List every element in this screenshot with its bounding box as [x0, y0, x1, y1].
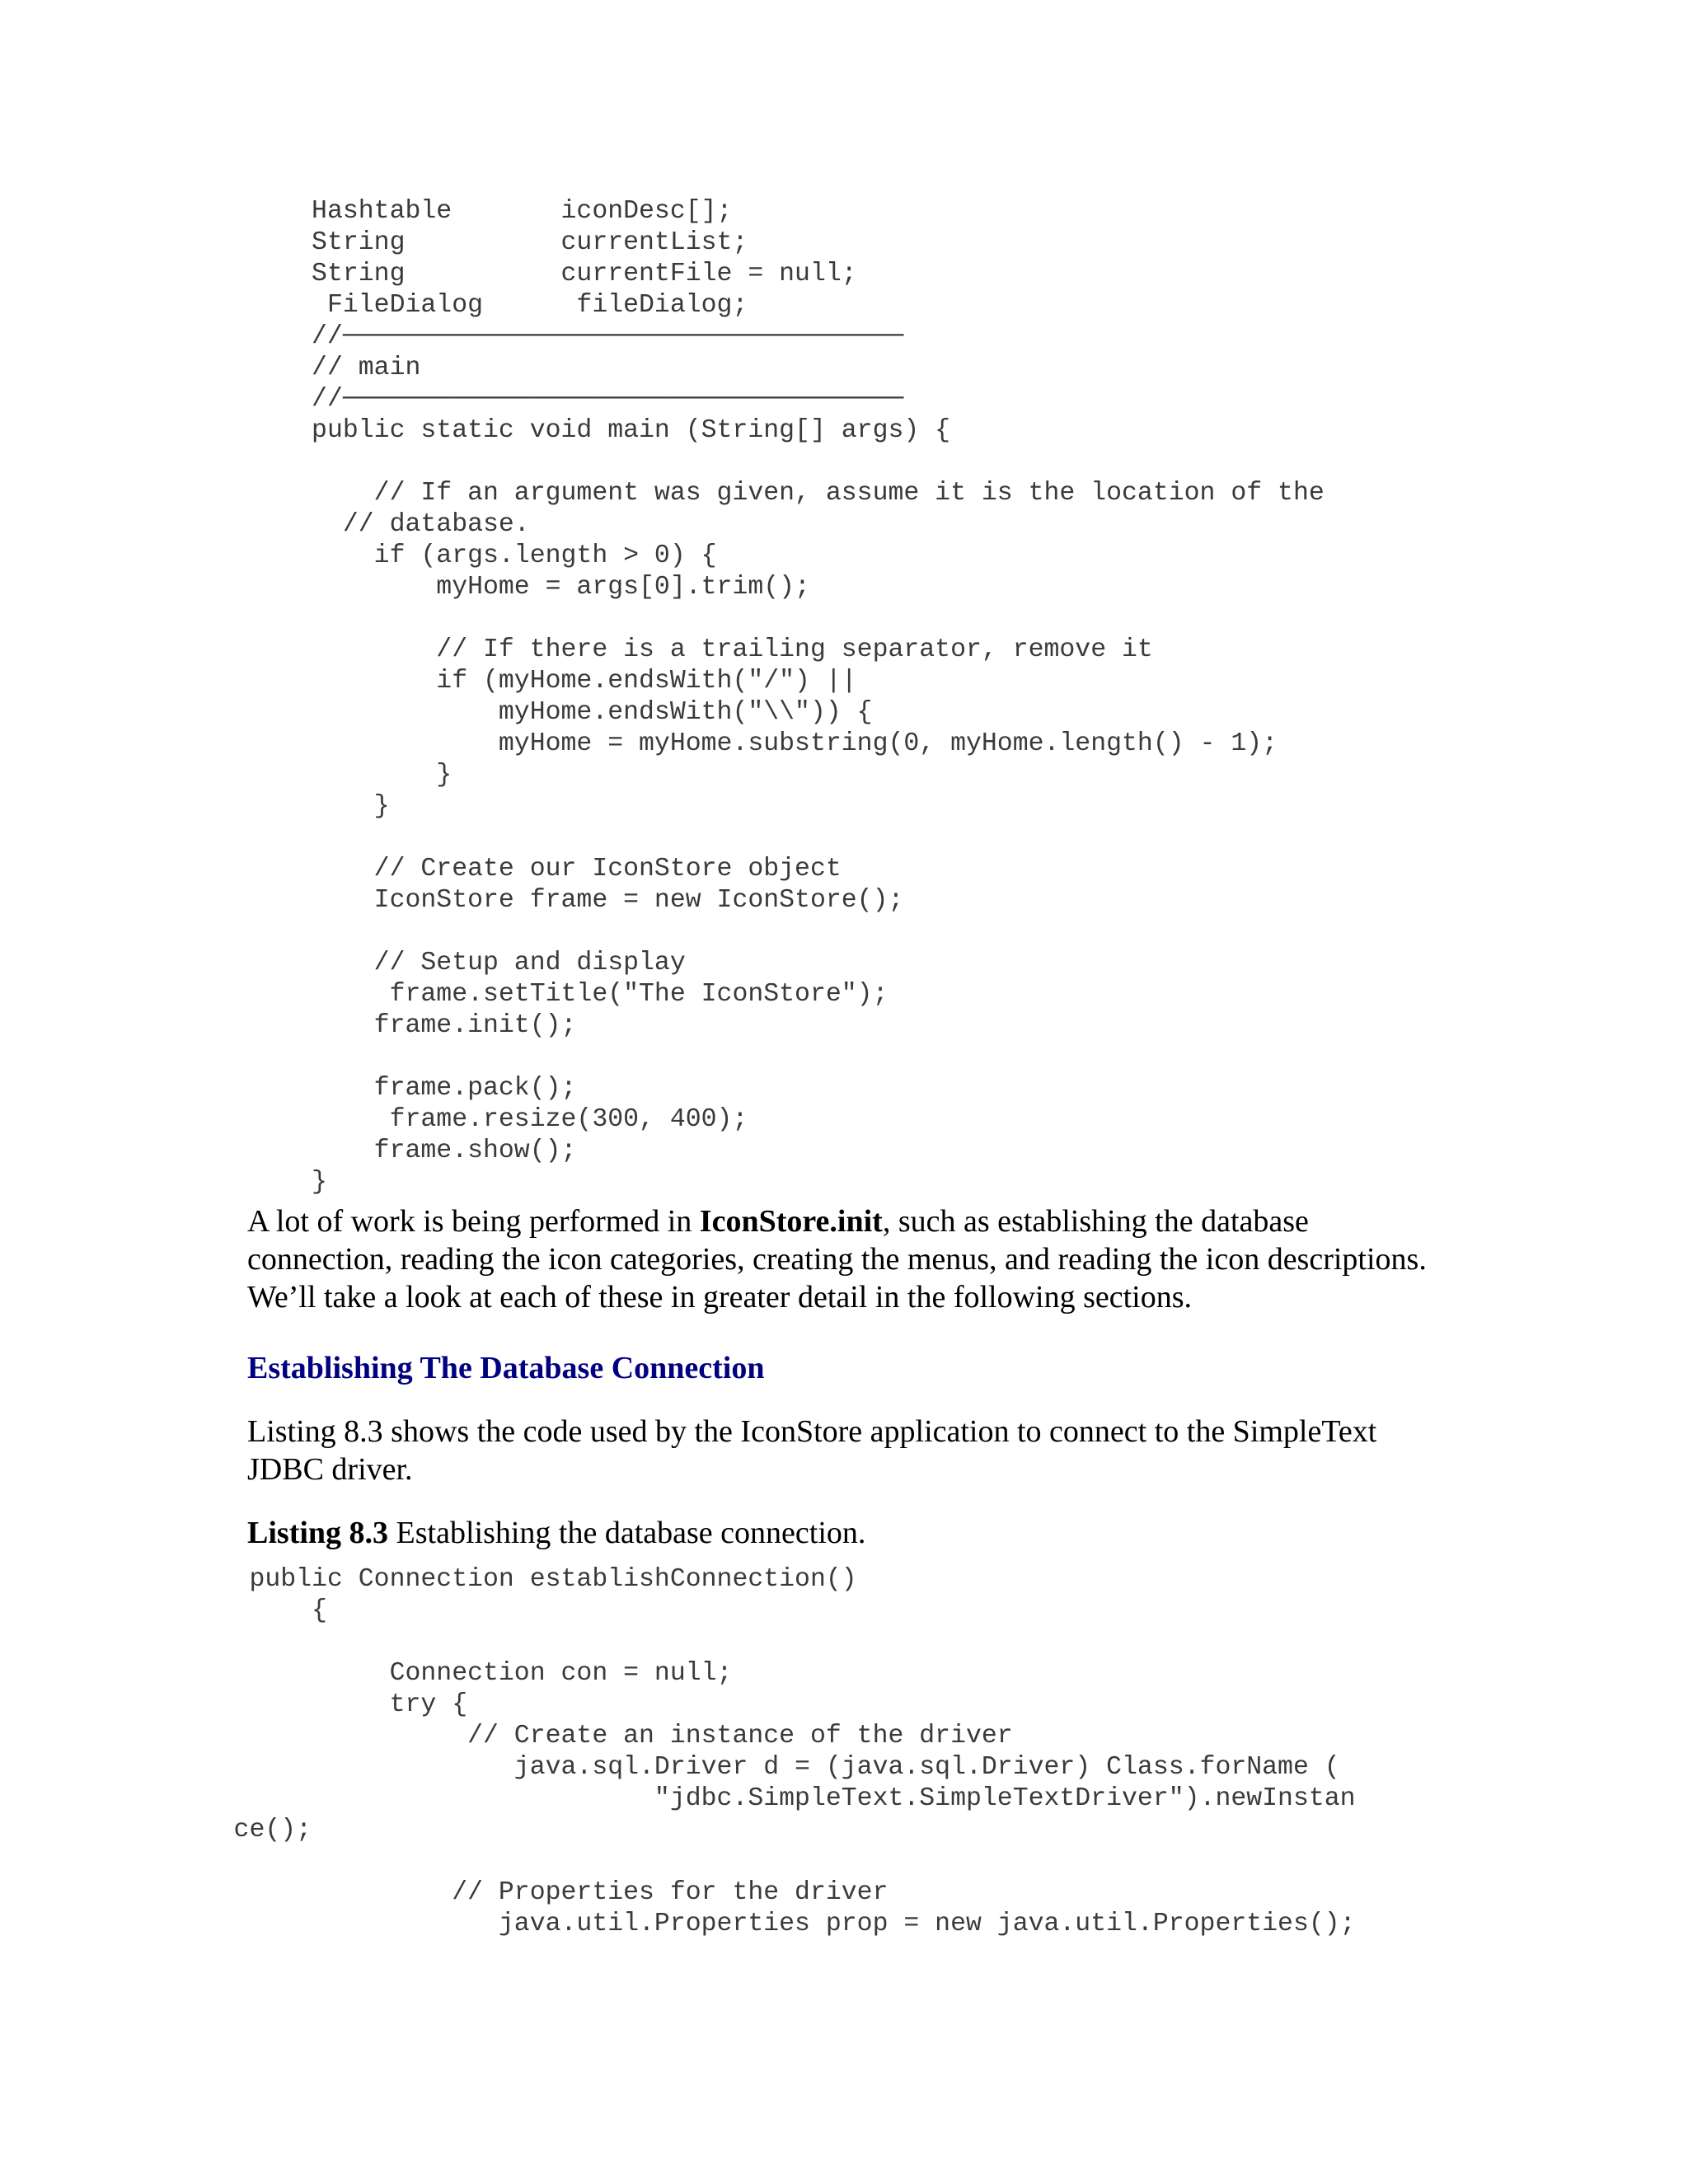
- listing-label: Listing 8.3: [247, 1516, 389, 1550]
- section-heading: Establishing The Database Connection: [247, 1351, 765, 1385]
- code-line: }: [0, 792, 390, 821]
- code-line: String currentFile = null;: [0, 260, 857, 288]
- code-line: public static void main (String[] args) {: [0, 416, 951, 445]
- code-line: Hashtable iconDesc[];: [0, 197, 733, 226]
- paragraph-text-after: , such as establishing the database connection, reading the icon categories, creating the menus, and reading the icon descriptions. We’ll take a look at each of these in greater detail in the following sections.: [247, 1204, 1427, 1315]
- code-line: // database.: [0, 510, 530, 539]
- code-block-main-method: [0, 196, 1325, 1198]
- code-line: Connection con = null;: [0, 1659, 733, 1688]
- code-line: //────────────────────────────────────: [0, 385, 904, 414]
- code-line: FileDialog fileDialog;: [0, 291, 748, 320]
- code-line: // If there is a trailing separator, remove it: [0, 635, 1153, 664]
- code-line: String currentList;: [0, 228, 748, 257]
- code-line: // Create an instance of the driver: [0, 1722, 1013, 1750]
- code-line: {: [0, 1596, 327, 1625]
- listing-caption-text: Establishing the database connection.: [388, 1516, 866, 1550]
- code-line: myHome = args[0].trim();: [0, 573, 810, 602]
- listing-caption: [247, 1514, 865, 1552]
- code-line: myHome = myHome.substring(0, myHome.length() - 1);: [0, 729, 1278, 758]
- code-line: ce();: [0, 1816, 312, 1844]
- code-line: }: [0, 1168, 327, 1197]
- inline-code-iconstore-init: IconStore.init: [699, 1204, 883, 1239]
- code-block-establish-connection: [0, 1564, 1356, 1940]
- code-line: "jdbc.SimpleText.SimpleTextDriver").newInstan: [0, 1784, 1356, 1813]
- code-line: }: [0, 761, 452, 790]
- code-line: if (args.length > 0) {: [0, 541, 717, 570]
- code-line: public Connection establishConnection(): [0, 1565, 857, 1594]
- paragraph-iconstore-init: [247, 1202, 1451, 1316]
- code-line: IconStore frame = new IconStore();: [0, 886, 904, 915]
- code-line: if (myHome.endsWith("/") ||: [0, 667, 857, 696]
- code-line: frame.setTitle("The IconStore");: [0, 980, 889, 1009]
- code-line: //────────────────────────────────────: [0, 322, 904, 351]
- paragraph-text-before: A lot of work is being performed in: [247, 1204, 700, 1239]
- code-line: // Properties for the driver: [0, 1878, 889, 1907]
- code-line: java.util.Properties prop = new java.util.Properties();: [0, 1910, 1356, 1938]
- code-line: frame.init();: [0, 1011, 577, 1040]
- paragraph-listing-intro: Listing 8.3 shows the code used by the IconStore application to connect to the SimpleText JDBC driver.: [247, 1414, 1377, 1487]
- code-line: myHome.endsWith("\\")) {: [0, 698, 873, 727]
- code-line: // If an argument was given, assume it is the location of the: [0, 479, 1325, 508]
- code-line: frame.pack();: [0, 1074, 577, 1103]
- code-line: java.sql.Driver d = (java.sql.Driver) Class.forName (: [0, 1753, 1340, 1782]
- code-line: // Create our IconStore object: [0, 855, 842, 883]
- code-line: // Setup and display: [0, 949, 686, 977]
- code-line: frame.show();: [0, 1137, 577, 1165]
- code-line: // main: [0, 354, 421, 382]
- code-line: try {: [0, 1690, 468, 1719]
- code-line: frame.resize(300, 400);: [0, 1105, 748, 1134]
